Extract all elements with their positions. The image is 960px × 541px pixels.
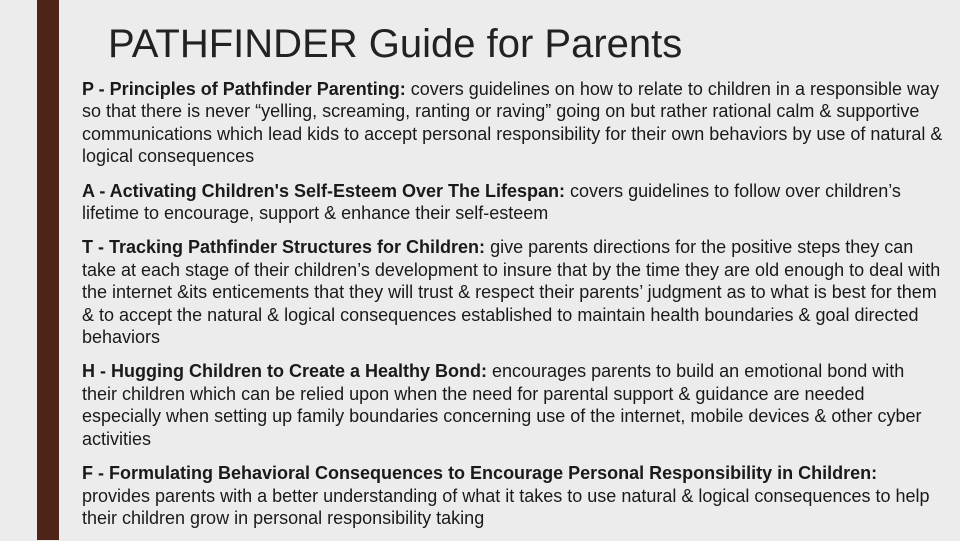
section-f xyxy=(82,462,944,529)
section-body: provides parents with a better understanding of what it takes to use natural & logical consequences to help their children grow in personal responsibility taking xyxy=(82,485,930,528)
section-h xyxy=(82,360,944,450)
section-body: covers guidelines to follow over children’s lifetime to encourage, support & enhance their self-esteem xyxy=(82,180,901,224)
section-body: covers guidelines on how to relate to children in a responsible way so that there is never “yelling, screaming, ranting or raving” going on but rather rational calm & supportive communications which lead kids to accept personal responsibility for their own behaviors by use of natural & logical consequences xyxy=(82,79,943,167)
section-heading: H - Hugging Children to Create a Healthy Bond: xyxy=(82,361,488,382)
section-p xyxy=(82,78,944,168)
section-body: give parents directions for the positive steps they can take at each stage of their children’s development to insure that by the time they are old enough to deal with the internet &its enticements that they will trust & respect their parents’ judgment as to what is best for them & to accept the natural & logical consequences established to maintain health boundaries & goal directed behaviors xyxy=(82,237,941,348)
section-heading: T - Tracking Pathfinder Structures for Children: xyxy=(82,237,486,258)
section-body: encourages parents to build an emotional bond with their children which can be relied upon when the need for parental support & guidance are needed especially when setting up family boundaries concerning use of the internet, mobile devices & other cyber activities xyxy=(82,361,922,449)
accent-bar xyxy=(37,0,59,540)
section-t xyxy=(82,236,944,348)
page-title: PATHFINDER Guide for Parents xyxy=(108,22,683,66)
section-heading: F - Formulating Behavioral Consequences to Encourage Personal Responsibility in Children: xyxy=(82,463,878,484)
section-heading: P - Principles of Pathfinder Parenting: xyxy=(82,79,406,99)
content-body xyxy=(82,78,944,541)
section-a xyxy=(82,180,944,225)
section-heading: A - Activating Children's Self-Esteem Over The Lifespan: xyxy=(82,180,566,201)
